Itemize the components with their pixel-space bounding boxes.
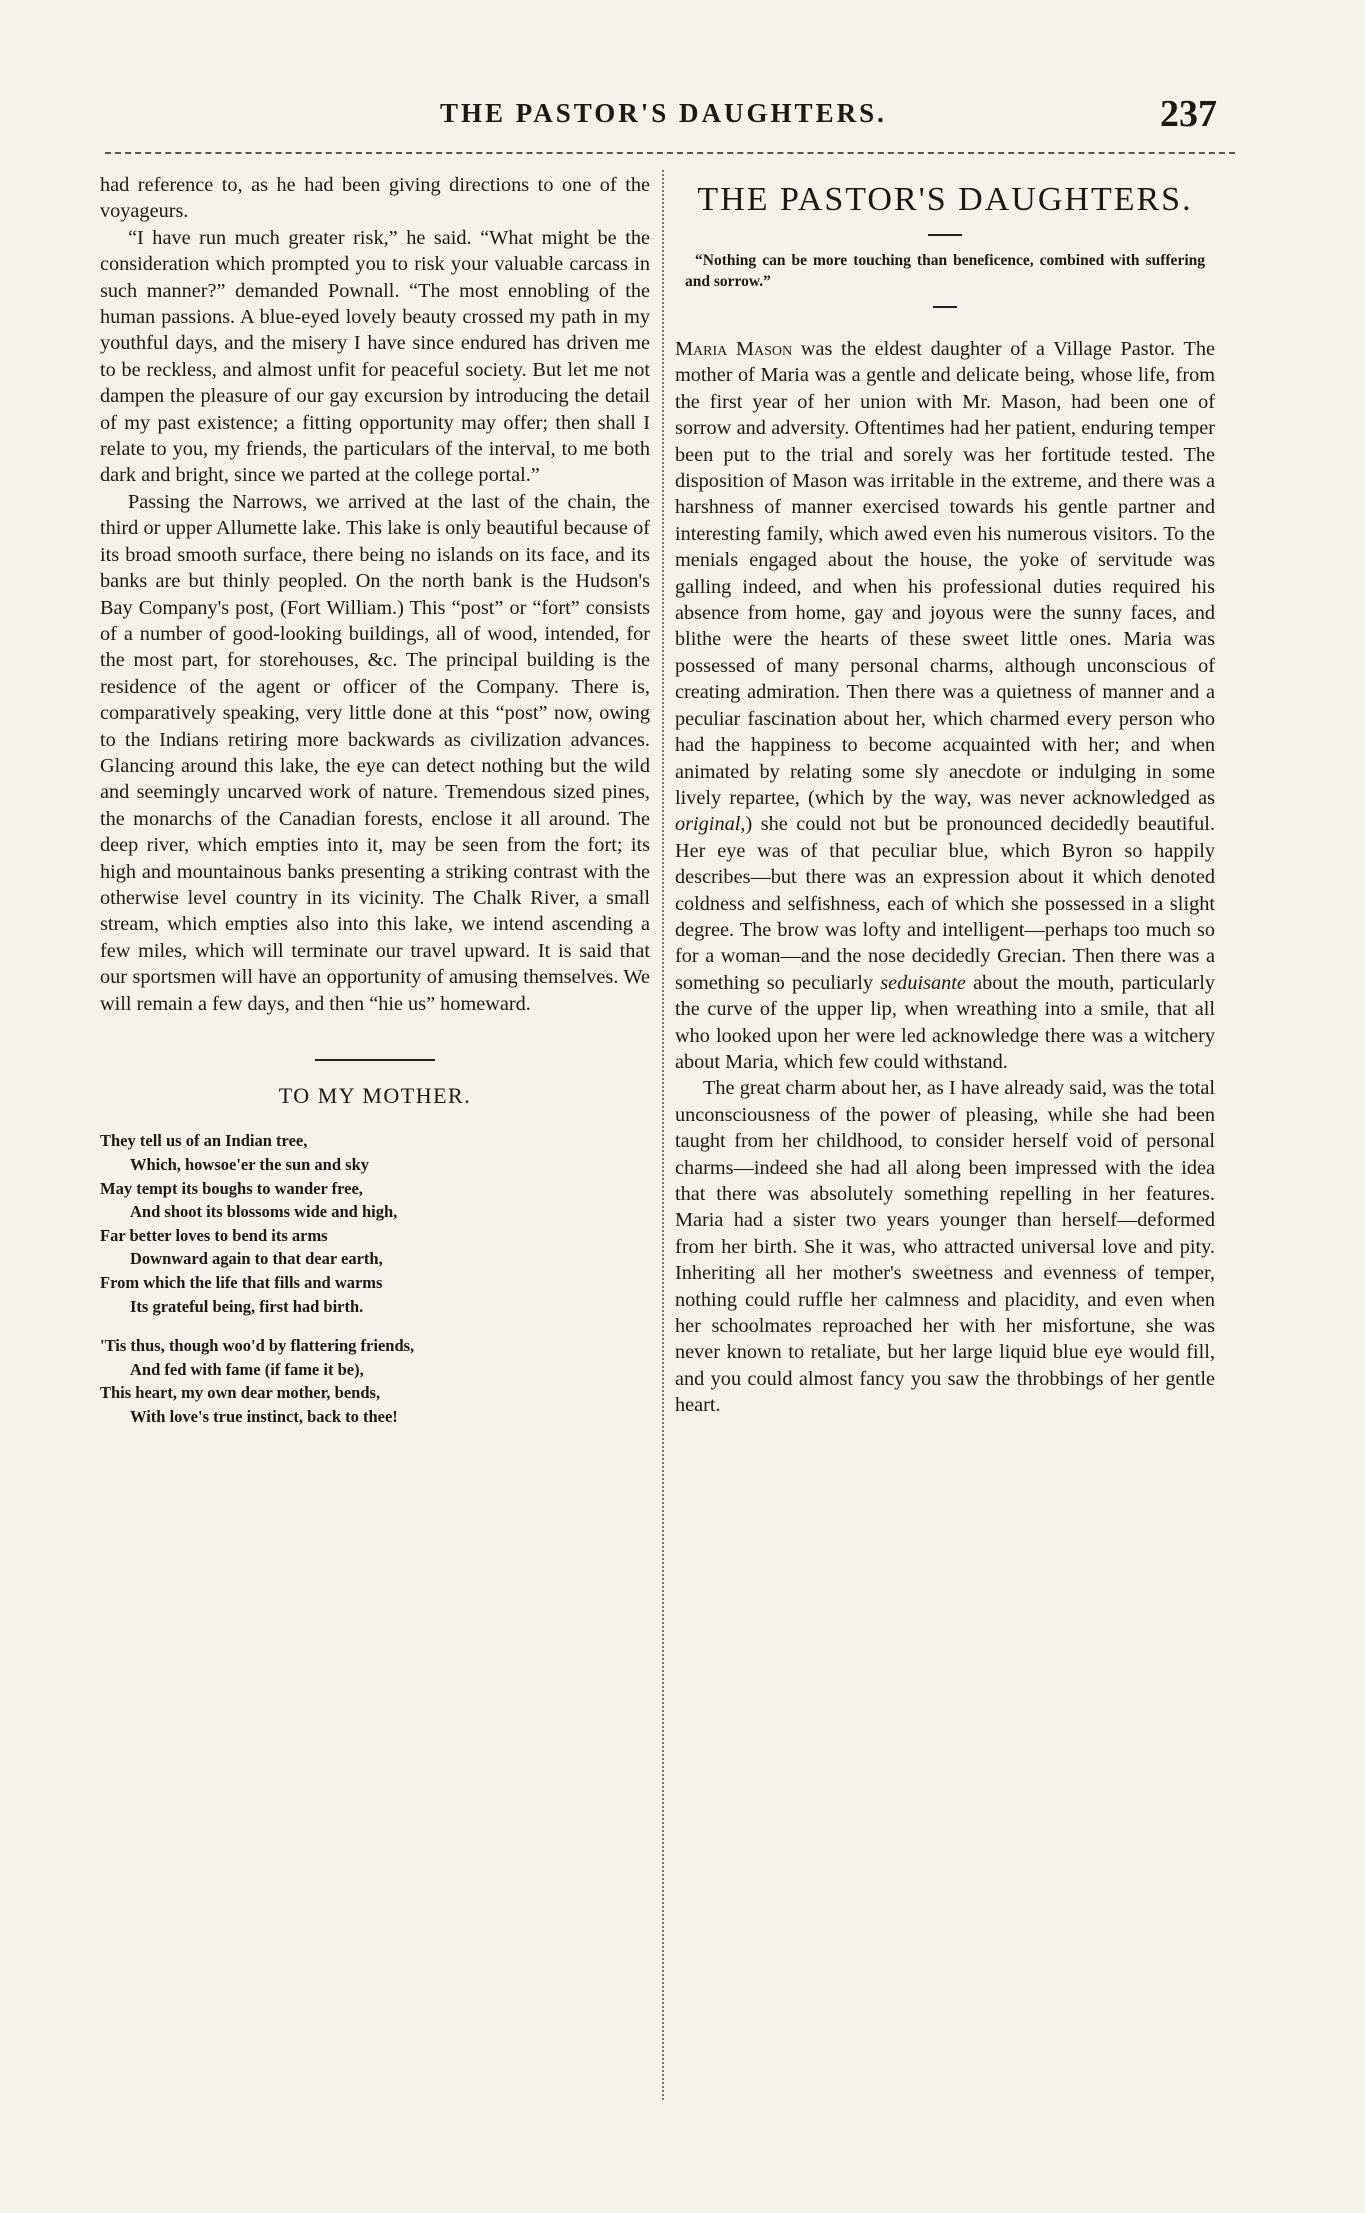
lead-name: Maria Mason — [675, 338, 793, 360]
header-rule — [105, 152, 1235, 154]
right-column — [675, 172, 1215, 1419]
poem-line: Downward again to that dear earth, — [130, 1249, 383, 1269]
poem-line: Its grateful being, first had birth. — [130, 1296, 364, 1316]
italic-word: seduisante — [880, 971, 966, 994]
paragraph-text: about the mouth, particularly the curve of the upper lip, when wreathing into a smile, that all who looked upon her were led acknowledge there was a witchery about Maria, which few could withstand. — [675, 971, 1215, 1073]
epigraph: “Nothing can be more touching than beneficence, combined with suffering and sorrow.” — [685, 252, 1205, 290]
poem-line: From which the life that fills and warms — [100, 1272, 383, 1292]
poem-line: Which, howsoe'er the sun and sky — [130, 1155, 370, 1174]
left-paragraph-2: “I have run much greater risk,” he said. “What might be the consideration which prompted you to risk your valuable carcass in such manner?” demanded Pownall. “The most ennobling of the human passions. A blue-eyed lovely beauty crossed my path in my youthful days, and the misery I have since endured has driven me to be reckless, and almost unfit for peaceful society. But let me not dampen the pleasure of our gay excursion by introducing the detail of my past existence; a fitting opportunity may offer; then shall I relate to you, my friends, the particulars of the interval, to me both dark and bright, since we parted at the college portal.” — [100, 226, 650, 487]
paragraph-text: was the eldest daughter of a Village Pastor. The mother of Maria was a gentle and delicate being, whose life, from the first year of her union with Mr. Mason, had been one of sorrow and adversity. Oftentimes had her patient, enduring temper been put to the trial and sorely was her fortitude tested. The disposition of Mason was irritable in the extreme, and there was a harshness of manner exercised towards his gentle partner and interesting family, which awed even his numerous visitors. To the menials engaged about the house, the yoke of servitude was galling indeed, and when his professional duties required his absence from home, gay and joyous were the sunny faces, and blithe were the hearts of these sweet little ones. Maria was possessed of many personal charms, although unconscious of creating admiration. Then there was a quietness of manner and a peculiar fascination about her, which charmed every person who had the happiness to become acquainted with her; and when animated by relating some sly anecdote or indulging in some lively repartee, (which by the way, was never acknowledged as — [675, 338, 1215, 809]
poem — [100, 1129, 650, 1428]
paragraph-text: ) she could not but be pronounced decidedly beautiful. Her eye was of that peculiar blue, which Byron so happily describes—but there was an expression about it which denoted coldness and selfishness, each of which she possessed in a slight degree. The brow was lofty and intelligent—perhaps too much so for a woman—and the nose decidedly Grecian. Then there was a something so peculiarly — [675, 813, 1215, 994]
poem-line: They tell us of an Indian tree, — [100, 1131, 308, 1151]
poem-line: 'Tis thus, though woo'd by flattering friends, — [100, 1336, 415, 1356]
left-paragraph-1: had reference to, as he had been giving directions to one of the voyageurs. — [100, 174, 650, 223]
section-rule — [315, 1059, 435, 1061]
poem-line: And shoot its blossoms wide and high, — [130, 1202, 398, 1222]
stanza-gap — [100, 1318, 650, 1334]
article-paragraph-2: The great charm about her, as I have already said, was the total unconsciousness of the power of pleasing, while she had been taught from her childhood, to consider herself void of personal charms—indeed she had all along been impressed with the idea that there was absolutely something repelling in her features. Maria had a sister two years younger than herself—deformed from her birth. She it was, who attracted universal love and pity. Inheriting all her mother's sweetness and evenness of temper, nothing could ruffle her calmness and placidity, and even when her schoolmates reproached her with her misfortune, she was never known to retaliate, but her large liquid blue eye would fill, and you could almost fancy you saw the throbbings of her gentle heart. — [675, 1077, 1215, 1417]
page-number: 237 — [1160, 93, 1217, 135]
article-title: THE PASTOR'S DAUGHTERS. — [697, 181, 1193, 218]
column-divider — [662, 170, 664, 2100]
left-paragraph-3: Passing the Narrows, we arrived at the last of the chain, the third or upper Allumette lake. This lake is only beautiful because of its broad smooth surface, there being no islands on its face, and its banks are but thinly peopled. On the north bank is the Hudson's Bay Company's post, (Fort William.) This “post” or “fort” consists of a number of good-looking buildings, all of wood, intended, for the most part, for storehouses, &c. The principal building is the residence of the agent or officer of the Company. There is, comparatively speaking, very little done at this “post” now, owing to the Indians retiring more backwards as civilization advances. Glancing around this lake, the eye can detect nothing but the wild and seemingly uncarved work of nature. Tremendous sized pines, the monarchs of the Canadian forests, enclose it all around. The deep river, which empties into it, may be seen from the fort; its high and mountainous banks presenting a striking contrast with the otherwise level country in its vicinity. The Chalk River, a small stream, which empties also into this lake, we intend ascending a few miles, which will terminate our travel upward. It is said that our sportsmen will have an opportunity of amusing themselves. We will remain a few days, and then “hie us” homeward. — [100, 490, 650, 1015]
italic-word: original, — [675, 813, 746, 836]
poem-line: Far better loves to bend its arms — [100, 1225, 328, 1245]
poem-title: TO MY MOTHER. — [278, 1083, 472, 1108]
title-dash — [928, 234, 962, 236]
poem-line: This heart, my own dear mother, bends, — [100, 1383, 381, 1403]
epigraph-dash — [933, 306, 957, 308]
left-column — [100, 172, 650, 1429]
poem-line: May tempt its boughs to wander free, — [100, 1178, 363, 1198]
running-head — [0, 92, 1365, 142]
running-title: THE PASTOR'S DAUGHTERS. — [440, 98, 887, 128]
poem-line: And fed with fame (if fame it be), — [130, 1359, 364, 1379]
article-paragraph-1 — [675, 336, 1215, 1075]
poem-line: With love's true instinct, back to thee! — [130, 1406, 398, 1426]
